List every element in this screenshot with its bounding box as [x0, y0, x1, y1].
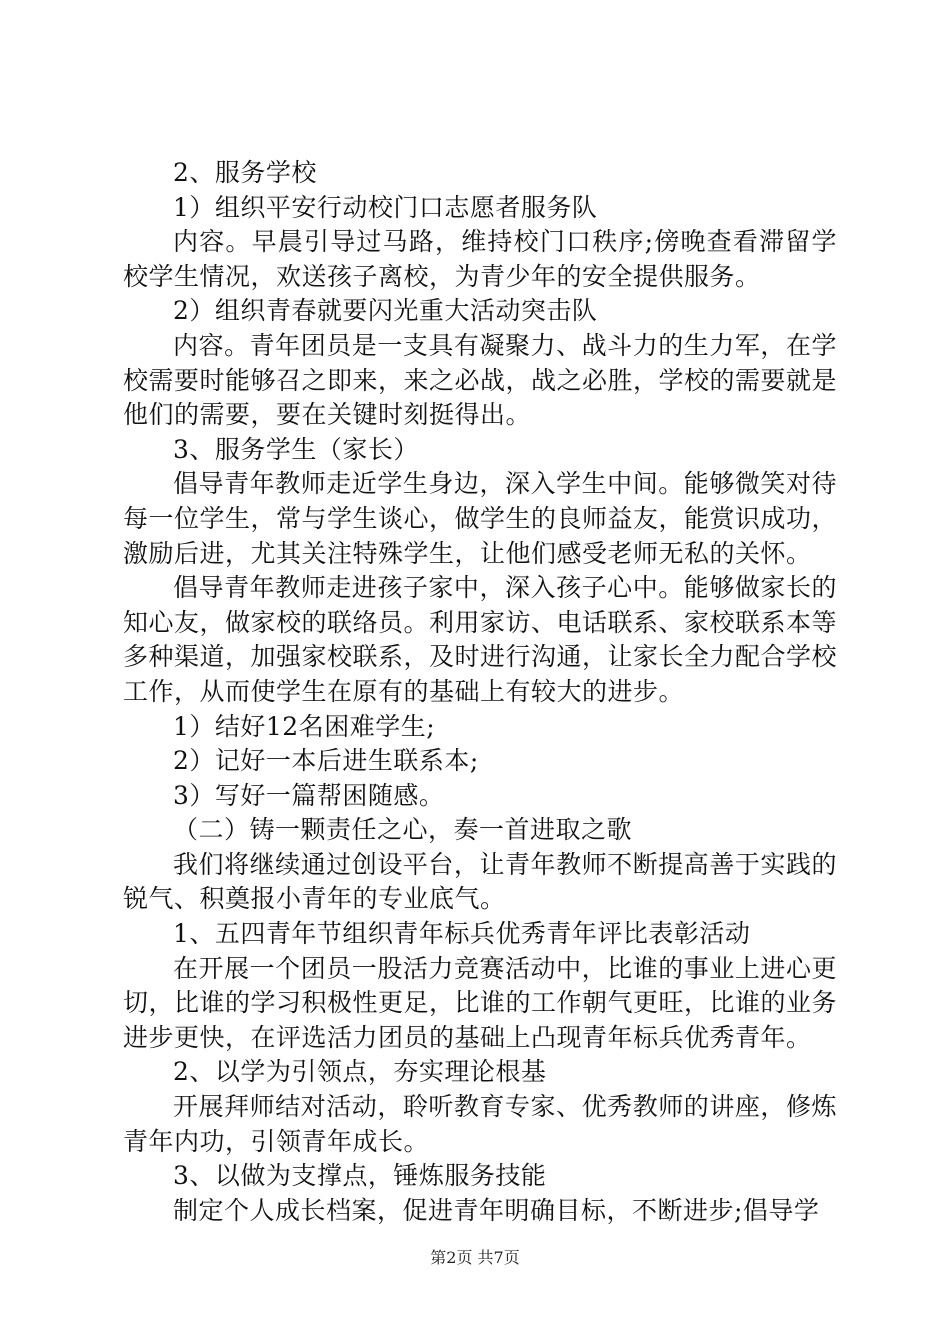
- paragraph: 倡导青年教师走进孩子家中，深入孩子心中。能够做家长的知心友，做家校的联络员。利用家访、电话联系、家校联系本等多种渠道，加强家校联系，及时进行沟通，让家长全力配合学校工作，从而使学生在原有的基础上有较大的进步。: [123, 573, 838, 706]
- paragraph: 1、五四青年节组织青年标兵优秀青年评比表彰活动: [173, 919, 751, 949]
- paragraph: 开展拜师结对活动，聆听教育专家、优秀教师的讲座，修炼青年内功，引领青年成长。: [123, 1092, 837, 1156]
- paragraph: 1）组织平安行动校门口志愿者服务队: [173, 192, 598, 222]
- paragraph: 1）结好12名困难学生;: [173, 711, 436, 741]
- paragraph: 3、以做为支撑点，锤炼服务技能: [173, 1161, 547, 1191]
- paragraph: 在开展一个团员一股活力竞赛活动中，比谁的事业上进心更切，比谁的学习积极性更足，比谁的工作朝气更旺，比谁的业务进步更快，在评选活力团员的基础上凸现青年标兵优秀青年。: [123, 953, 838, 1052]
- paragraph: 内容。青年团员是一支具有凝聚力、战斗力的生力军，在学校需要时能够召之即来，来之必战，战之必胜，学校的需要就是他们的需要，要在关键时刻挺得出。: [123, 330, 838, 430]
- paragraph: 制定个人成长档案，促进青年明确目标，不断进步;倡导学: [173, 1195, 820, 1225]
- paragraph: 3、服务学生（家长）: [173, 434, 419, 464]
- paragraph: 2、以学为引领点，夯实理论根基: [173, 1057, 547, 1087]
- paragraph: 我们将继续通过创设平台，让青年教师不断提高善于实践的锐气、积奠报小青年的专业底气。: [123, 849, 837, 914]
- paragraph: 2、服务学校: [173, 158, 317, 187]
- paragraph: 3）写好一篇帮困随感。: [173, 780, 445, 810]
- paragraph: 倡导青年教师走近学生身边，深入学生中间。能够微笑对待每一位学生，常与学生谈心，做学生的良师益友，能赏识成功，激励后进，尤其关注特殊学生，让他们感受老师无私的关怀。: [123, 469, 838, 568]
- paragraph: 内容。早晨引导过马路，维持校门口秩序;傍晚查看滞留学校学生情况，欢送孩子离校，为青少年的安全提供服务。: [123, 227, 837, 291]
- section-heading: （二）铸一颗责任之心，奏一首进取之歌: [173, 815, 633, 845]
- paragraph: 2）记好一本后进生联系本;: [173, 746, 479, 776]
- paragraph: 2）组织青春就要闪光重大活动突击队: [173, 296, 598, 326]
- document-body: [123, 156, 837, 1228]
- page-number: 第2页 共7页: [430, 1248, 520, 1267]
